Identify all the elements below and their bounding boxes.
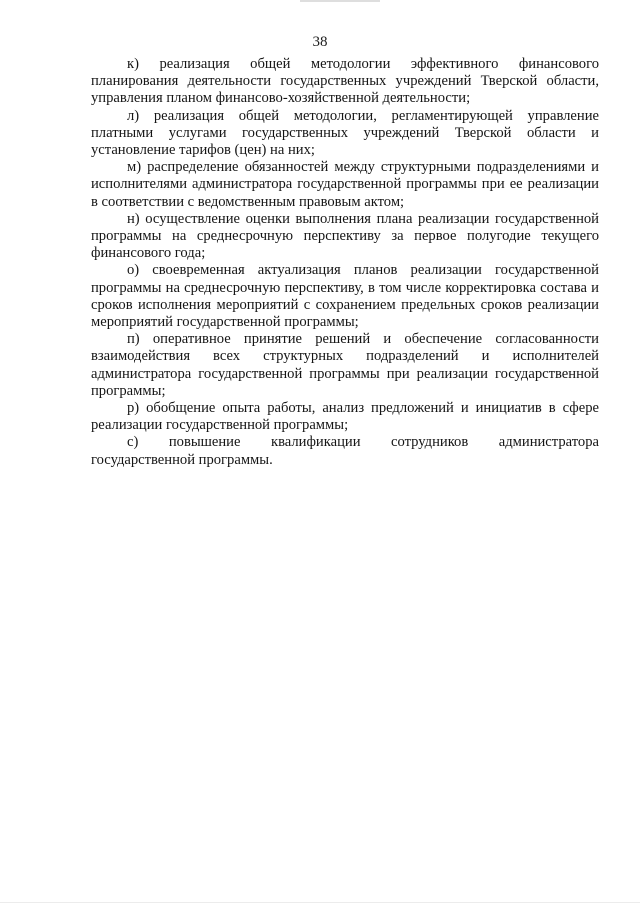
- scan-artifact-bottom: [0, 902, 640, 903]
- paragraph-n: н) осуществление оценки выполнения плана реализации государственной программы на среднесрочную перспективу за первое полугодие текущего финансового года;: [91, 210, 599, 262]
- paragraph-r: р) обобщение опыта работы, анализ предложений и инициатив в сфере реализации государственной программы;: [91, 400, 599, 434]
- paragraph-k: к) реализация общей методологии эффективного финансового планирования деятельности государственных учреждений Тверской области, управления планом финансово-хозяйственной деятельности;: [91, 56, 599, 107]
- paragraph-p: п) оперативное принятие решений и обеспечение согласованности взаимодействия всех структурных подразделений и исполнителей администратора государственной программы при реализации государственной программы;: [91, 331, 599, 399]
- paragraph-m: м) распределение обязанностей между структурными подразделениями и исполнителями администратора государственной программы при ее реализации в соответствии с ведомственным правовым актом;: [91, 159, 599, 210]
- scan-artifact-top: [300, 0, 380, 2]
- page-number: 38: [312, 34, 328, 50]
- paragraph-o: о) своевременная актуализация планов реализации государственной программы на среднесрочную перспективу, в том числе корректировка состава и сроков исполнения мероприятий с сохранением предельных сроков реализации мероприятий государственной программы;: [91, 262, 599, 331]
- paragraph-s: с) повышение квалификации сотрудников администратора государственной программы.: [91, 434, 599, 468]
- document-body: [91, 56, 599, 469]
- paragraph-l: л) реализация общей методологии, регламентирующей управление платными услугами государственных учреждений Тверской области и установление тарифов (цен) на них;: [91, 107, 599, 159]
